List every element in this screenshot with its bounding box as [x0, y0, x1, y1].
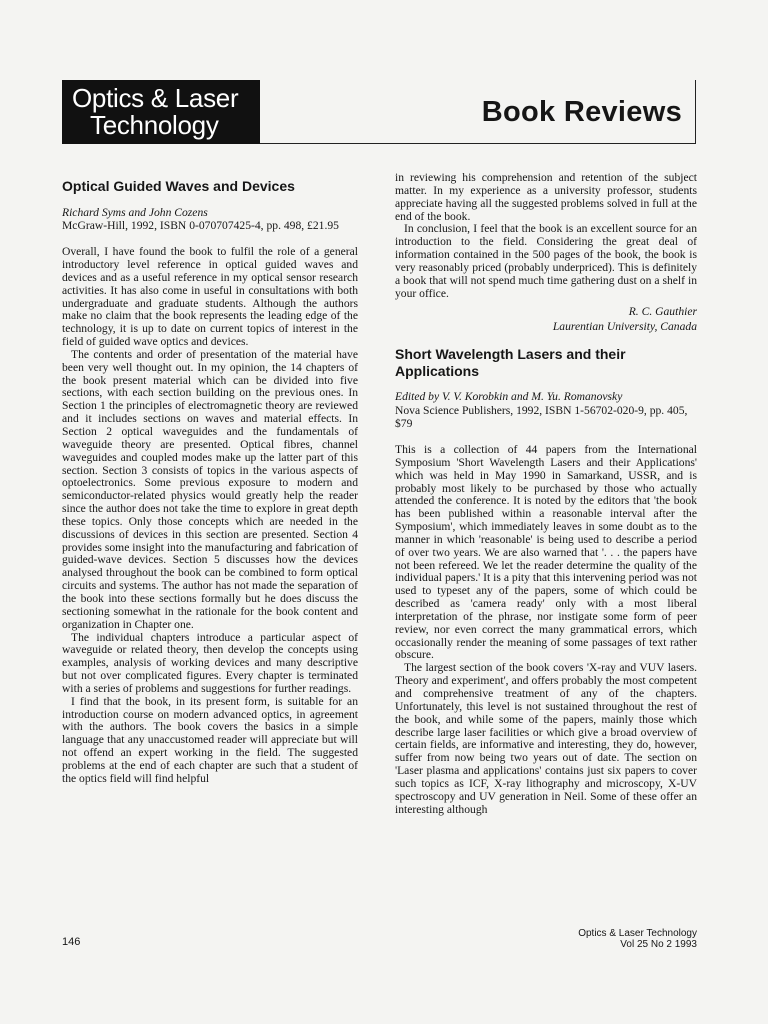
left-column	[62, 172, 358, 786]
journal-logo	[62, 80, 260, 144]
review1-title: Optical Guided Waves and Devices	[62, 178, 295, 194]
review1-paragraph: The contents and order of presentation of the material have been very well thought out. In my opinion, the 14 chapters of the book present material which can be divided into five sections, with each section building on the previous ones. In Section 1 the principles of electromagnetic theory are reviewed and it includes sections on waves and material effects. In Section 2 optical waveguides and the fundamentals of waveguide theory are presented. Optical fibres, channel waveguides and coupled modes make up the latter part of this section. Section 3 consists of topics in the various aspects of optoelectronics. Some previous exposure to modern and semiconductor-related physics would greatly help the reader since the author does not take the time to explore in great depth these topics. Only those concepts which are needed in the discussions of devices in this section are presented. Section 4 provides some insight into the manufacturing and fabrication of guided-wave devices. Section 5 discusses how the devices analysed throughout the book can be combined to form optical circuits and systems. The author has not made the separation of the book into these sections formally but he does discuss the sectioning somewhat in the rationale for the book content and organization in Chapter one.	[62, 347, 358, 631]
footer-volume: Vol 25 No 2 1993	[620, 939, 697, 950]
masthead-rule	[260, 143, 696, 144]
footer-journal-name: Optics & Laser Technology	[578, 928, 697, 939]
review1-paragraph: The individual chapters introduce a particular aspect of waveguide or related theory, then develop the concepts using examples, analysis of working devices and many descriptive but not over complicated figures. Every chapter is terminated with a series of problems and suggestions for further readings.	[62, 630, 358, 695]
review2-publisher: Nova Science Publishers, 1992, ISBN 1-56702-020-9, pp. 405, $79	[395, 404, 688, 431]
page-number: 146	[62, 936, 81, 948]
review1-publisher: McGraw-Hill, 1992, ISBN 0-070707425-4, pp. 498, £21.95	[62, 219, 339, 233]
review1-paragraph: Overall, I have found the book to fulfil the role of a general introductory level reference in optical guided waves and devices and as a useful reference in my optical sensor research activities. It has also come in useful in consultations with both undergraduate and graduate students. Although the authors make no claim that the book represents the leading edge of the technology, it is up to date on current topics of interest in the field of guided wave optics and devices.	[62, 245, 358, 349]
review1-signature	[395, 304, 697, 334]
review1-paragraph: I find that the book, in its present form, is suitable for an introduction course on modern advanced optics, in agreement with the authors. The book covers the basics in a simple language that any unaccustomed reader will appreciate but will not offend an expert working in the field. The suggested problems at the end of each chapter are such that a student of the optics field will find helpful	[62, 694, 358, 785]
review2-paragraph: The largest section of the book covers 'X-ray and VUV lasers. Theory and experiment', and offers probably the most competent and comprehensive treatment of any of the chapters. Unfortunately, this level is not sustained throughout the rest of the book, and while some of the papers, mainly those which describe large laser facilities or which give a broad overview of certain fields, are informative and interesting, they do, however, suffer from now being two years out of date. The section on 'Laser plasma and applications' contains just six papers to cover such topics as ICF, X-ray lithography and microscopy, X-UV spectroscopy and UV generation in Neil. Some of these offer an interesting although	[395, 661, 697, 816]
masthead-side-rule	[695, 80, 696, 144]
review2-editors: Edited by V. V. Korobkin and M. Yu. Romanovsky	[395, 390, 623, 404]
review2-title: Short Wavelength Lasers and their Applications	[395, 346, 626, 379]
review1-paragraph: In conclusion, I feel that the book is an excellent source for an introduction to the field. Considering the great deal of information contained in the 500 pages of the book, the book is very reasonably priced (probably underpriced). This is definitely a book that will not spend much time gathering dust on a shelf in your office.	[395, 222, 697, 300]
section-heading: Book Reviews	[481, 96, 682, 128]
journal-name-line2: Technology	[90, 110, 219, 140]
review2-paragraph: This is a collection of 44 papers from the International Symposium 'Short Wavelength Lasers and their Applications' which was held in May 1990 in Samarkand, USSR, and is probably most likely to be purchased by those who actually attended the conference. It is noted by the editors that 'the book has been published within a reasonable interval after the Symposium', which immediately leaves in some doubt as to the manner in which 'reasonable' is being used to describe a period of over two years. We are also warned that '. . . the papers have not been refereed. We let the reader determine the quality of the individual papers.' It is a pity that this intervening period was not used to typeset any of the papers, some of which could be described as 'camera ready' only with a most liberal interpretation of the phrase, nor instigate some form of peer review, nor even correct the many grammatical errors, which occasionally render the meaning of some passages of text rather obscure.	[395, 442, 697, 662]
right-column	[395, 172, 697, 816]
masthead	[62, 80, 696, 146]
reviewer-affiliation: Laurentian University, Canada	[552, 320, 697, 334]
review1-authors: Richard Syms and John Cozens	[62, 205, 208, 219]
journal-name-line1: Optics & Laser	[72, 83, 239, 113]
review1-paragraph: in reviewing his comprehension and retention of the subject matter. In my experience as a university professor, students appreciate having all the suggested problems solved in full at the end of the book.	[395, 171, 697, 223]
footer-journal-info	[578, 928, 697, 950]
reviewer-name: R. C. Gauthier	[628, 305, 697, 319]
